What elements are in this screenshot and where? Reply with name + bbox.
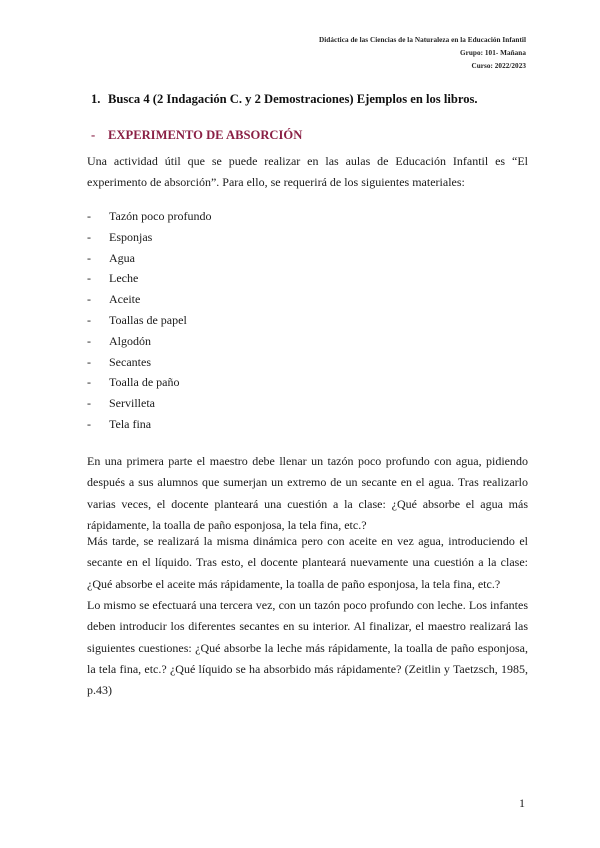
section-number: 1.	[91, 92, 101, 106]
header-course: Didáctica de las Ciencias de la Naturaleza en la Educación Infantil	[319, 36, 526, 44]
page-number: 1	[519, 796, 525, 810]
body-paragraph-water: En una primera parte el maestro debe llenar un tazón poco profundo con agua, pidiendo después a sus alumnos que sumerjan un extremo de un secante en el agua. Tras realizarlo varias veces, el docente planteará una cuestión a la clase: ¿Qué absorbe el agua más rápidamente, la toalla de paño esponjosa, la tela fina, etc.?	[87, 454, 528, 532]
header-year: Curso: 2022/2023	[471, 62, 526, 70]
intro-paragraph: Una actividad útil que se puede realizar en las aulas de Educación Infantil es “El experimento de absorción”. Para ello, se requerirá de los siguientes materiales:	[87, 154, 528, 190]
subsection-title-text: EXPERIMENTO DE ABSORCIÓN	[108, 128, 303, 142]
list-item: - Servilleta	[87, 396, 155, 411]
list-item: - Toallas de papel	[87, 312, 187, 327]
section-title-text: Busca 4 (2 Indagación C. y 2 Demostraciones) Ejemplos en los libros.	[108, 92, 478, 106]
list-item: - Leche	[87, 271, 139, 286]
list-item: - Agua	[87, 250, 135, 265]
section-heading	[91, 92, 478, 107]
subsection-heading	[91, 128, 302, 143]
body-paragraph-milk: Lo mismo se efectuará una tercera vez, con un tazón poco profundo con leche. Los infantes deben introducir los diferentes secantes en su interior. Al finalizar, el maestro realizará las siguientes cuestiones: ¿Qué absorbe la leche más rápidamente, la toalla de paño esponjosa, la tela fina, etc.? ¿Qué líquido se ha absorbido más rápidamente? (Zeitlin y Taetzsch, 1985, p.43)	[87, 598, 528, 698]
header-group: Grupo: 101- Mañana	[460, 49, 526, 57]
list-item: - Tazón poco profundo	[87, 209, 212, 223]
page-header	[319, 34, 526, 73]
materials-list	[87, 206, 211, 435]
list-item: - Toalla de paño	[87, 375, 180, 390]
subsection-bullet: -	[91, 128, 96, 142]
list-item: - Secantes	[87, 354, 151, 369]
body-paragraph-oil: Más tarde, se realizará la misma dinámica pero con aceite en vez agua, introduciendo el secante en el líquido. Tras esto, el docente planteará nuevamente una cuestión a la clase: ¿Qué absorbe el aceite más rápidamente, la toalla de paño esponjosa, la tela fina, etc.?	[87, 534, 528, 591]
list-item: - Aceite	[87, 292, 141, 307]
list-item: - Tela fina	[87, 416, 152, 431]
list-item: - Esponjas	[87, 229, 153, 244]
list-item: - Algodón	[87, 333, 151, 348]
